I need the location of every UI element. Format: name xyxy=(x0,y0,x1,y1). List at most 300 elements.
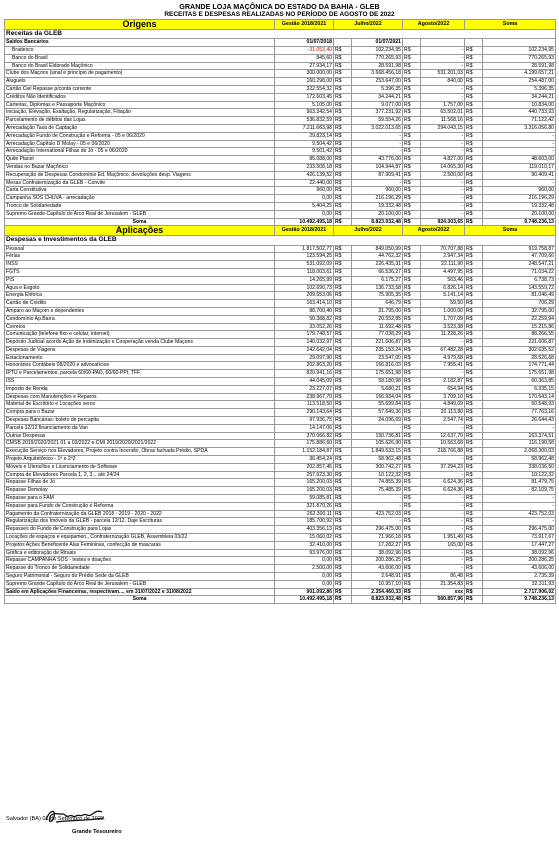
agosto-value: - xyxy=(421,510,465,518)
gestao-value: 29.097,90 xyxy=(275,354,334,362)
row-description: Carteiras, Diplomas e Passaporte Maçônico xyxy=(5,101,275,109)
row-description: Energia Elétrica xyxy=(5,292,275,300)
soma-value: 6.335,15 xyxy=(483,385,556,393)
currency-symbol: R$ xyxy=(465,487,483,495)
table-row xyxy=(5,549,556,557)
currency-symbol: R$ xyxy=(465,245,483,253)
currency-symbol: R$ xyxy=(465,440,483,448)
julho-value: 105.626,90 xyxy=(352,440,403,448)
gestao-value: 845,60 xyxy=(275,54,334,62)
soma-value: 338.036,50 xyxy=(483,463,556,471)
table-row xyxy=(5,557,556,565)
currency-symbol: R$ xyxy=(334,292,352,300)
currency-symbol: R$ xyxy=(403,526,421,534)
gestao-value: 9.504,42 xyxy=(275,140,334,148)
table-row xyxy=(5,385,556,393)
currency-symbol: R$ xyxy=(334,202,352,210)
row-description: Móveis e Utensílios e Licenciamento de Software xyxy=(5,463,275,471)
soma-value: 3.316.056,80 xyxy=(483,124,556,132)
gestao-value: 5.105,00 xyxy=(275,101,334,109)
row-description: Bradesco xyxy=(5,47,275,55)
soma-value: 77.763,16 xyxy=(483,409,556,417)
row-description: Repasse Demolay xyxy=(5,487,275,495)
signature xyxy=(42,805,112,827)
currency-symbol: R$ xyxy=(334,187,352,195)
currency-symbol: R$ xyxy=(334,101,352,109)
soma-value: - xyxy=(483,518,556,526)
agosto-value: 6.624,36 xyxy=(421,479,465,487)
origens-header-row xyxy=(5,20,556,30)
table-row xyxy=(5,432,556,440)
saldos-bancarios-row xyxy=(5,39,556,47)
currency-symbol: R$ xyxy=(403,417,421,425)
table-row xyxy=(5,401,556,409)
row-description: Repasse Filhas de Jó xyxy=(5,479,275,487)
gestao-value: 536.832,59 xyxy=(275,117,334,125)
currency-symbol: R$ xyxy=(403,315,421,323)
currency-symbol: R$ xyxy=(334,495,352,503)
currency-symbol: R$ xyxy=(465,292,483,300)
currency-symbol: R$ xyxy=(403,179,421,187)
row-description: Arrecadação Capítulo D´Molay - 05 e 06/2020 xyxy=(5,140,275,148)
currency-symbol: R$ xyxy=(334,148,352,156)
row-description: Supremo Grande Capítulo do Arco Real de Jerusalem - GLEB xyxy=(5,210,275,218)
gestao-value: 2.500,00 xyxy=(275,565,334,573)
table-row xyxy=(5,323,556,331)
gestao-value: 321.870,26 xyxy=(275,502,334,510)
currency-symbol: R$ xyxy=(403,323,421,331)
agosto-value: - xyxy=(421,456,465,464)
table-row xyxy=(5,346,556,354)
currency-symbol: R$ xyxy=(403,70,421,78)
currency-symbol: R$ xyxy=(334,346,352,354)
soma-value: - xyxy=(483,179,556,187)
agosto-value: - xyxy=(421,93,465,101)
julho-value: 5.396,35 xyxy=(352,85,403,93)
agosto-value: - xyxy=(421,557,465,565)
soma-value: 32.311,93 xyxy=(483,580,556,588)
currency-symbol: R$ xyxy=(403,218,421,226)
row-description: Soma xyxy=(5,218,275,226)
currency-symbol: R$ xyxy=(334,315,352,323)
soma-value: 175.651,98 xyxy=(483,370,556,378)
gestao-value: 179.748,57 xyxy=(275,331,334,339)
signature-role: Grande Tesoureiro xyxy=(72,829,122,835)
julho-value: 8.823.932,48 xyxy=(352,596,403,604)
currency-symbol: R$ xyxy=(403,163,421,171)
agosto-value: 70.707,88 xyxy=(421,245,465,253)
soma-value: 919.758,87 xyxy=(483,245,556,253)
julho-value: 235.153,24 xyxy=(352,346,403,354)
table-row xyxy=(5,417,556,425)
soma-value: 170.643,14 xyxy=(483,393,556,401)
julho-value: - xyxy=(352,495,403,503)
currency-symbol: R$ xyxy=(334,253,352,261)
soma-value: 9.748.236,13 xyxy=(483,218,556,226)
gestao-value: 175.886,60 xyxy=(275,440,334,448)
currency-symbol: R$ xyxy=(334,163,352,171)
agosto-value: - xyxy=(421,370,465,378)
agosto-value: 4.497,95 xyxy=(421,268,465,276)
julho-value: 55.699,84 xyxy=(352,401,403,409)
col-julho-header: Julho/2022 xyxy=(334,20,403,30)
soma-value: 440.733,93 xyxy=(483,109,556,117)
currency-symbol: R$ xyxy=(465,417,483,425)
col-soma-header: Soma xyxy=(465,20,556,30)
currency-symbol: R$ xyxy=(403,565,421,573)
currency-symbol: R$ xyxy=(334,156,352,164)
gestao-value: 963.342,54 xyxy=(275,109,334,117)
table-row xyxy=(5,495,556,503)
gestao-value: 403.356,13 xyxy=(275,526,334,534)
currency-symbol: R$ xyxy=(465,93,483,101)
currency-symbol: R$ xyxy=(334,370,352,378)
table-row xyxy=(5,300,556,308)
report-subtitle: RECEITAS E DESPESAS REALIZADAS NO PERÍODO DE AGOSTO DE 2022 xyxy=(164,11,395,18)
currency-symbol: R$ xyxy=(334,179,352,187)
gestao-value: 14.265,99 xyxy=(275,276,334,284)
agosto-value: 86,48 xyxy=(421,573,465,581)
julho-value: 646,79 xyxy=(352,300,403,308)
currency-symbol: R$ xyxy=(403,409,421,417)
table-row xyxy=(5,307,556,315)
agosto-value: - xyxy=(421,85,465,93)
currency-symbol: R$ xyxy=(465,163,483,171)
gestao-value: 29.823,14 xyxy=(275,132,334,140)
table-row xyxy=(5,284,556,292)
row-description: Despesas Bancárias: boleto de percapita xyxy=(5,417,275,425)
gestao-value: 10.492.495,18 xyxy=(275,218,334,226)
table-row xyxy=(5,448,556,456)
agosto-value: - xyxy=(421,47,465,55)
soma-value: 90.409,41 xyxy=(483,171,556,179)
agosto-value: 11.568,16 xyxy=(421,117,465,125)
aplicacoes-header xyxy=(5,226,556,245)
currency-symbol: R$ xyxy=(403,573,421,581)
currency-symbol: R$ xyxy=(465,307,483,315)
currency-symbol: R$ xyxy=(334,140,352,148)
soma-value: 174.771,44 xyxy=(483,362,556,370)
currency-symbol: R$ xyxy=(403,124,421,132)
soma-value: - xyxy=(483,495,556,503)
table-row xyxy=(5,78,556,86)
currency-symbol: R$ xyxy=(334,284,352,292)
currency-symbol: R$ xyxy=(403,393,421,401)
currency-symbol: R$ xyxy=(465,156,483,164)
row-description: Gráfica e editoração de Rituais xyxy=(5,549,275,557)
currency-symbol: R$ xyxy=(334,409,352,417)
table-row xyxy=(5,354,556,362)
julho-value: 221.606,87 xyxy=(352,339,403,347)
gestao-value: 93.976,00 xyxy=(275,549,334,557)
agosto-value: 3.523,38 xyxy=(421,323,465,331)
row-description: Arrecadação Taxa de Captação xyxy=(5,124,275,132)
aplicacoes-totals xyxy=(5,588,556,604)
agosto-value: - xyxy=(421,518,465,526)
table-row xyxy=(5,171,556,179)
currency-symbol: R$ xyxy=(403,557,421,565)
julho-value: 74.855,39 xyxy=(352,479,403,487)
julho-value: 1.849.533,15 xyxy=(352,448,403,456)
soma-value: 48.603,00 xyxy=(483,156,556,164)
julho-value: 216.196,29 xyxy=(352,195,403,203)
agosto-value: 2.947,34 xyxy=(421,253,465,261)
table-row xyxy=(5,253,556,261)
currency-symbol: R$ xyxy=(334,218,352,226)
currency-symbol: R$ xyxy=(403,202,421,210)
table-row xyxy=(5,510,556,518)
row-description: Execução Serviço nos Elevadores, Projeto contra Incendio, Obras fachada Prédio, SPDA xyxy=(5,448,275,456)
agosto-value: - xyxy=(421,132,465,140)
soma-value: 28.526,68 xyxy=(483,354,556,362)
aplicacoes-header-row xyxy=(5,226,556,236)
julho-value: 104.944,87 xyxy=(352,163,403,171)
agosto-value: 218.766,88 xyxy=(421,448,465,456)
agosto-value: 37.294,23 xyxy=(421,463,465,471)
saldos-date-julho: 01/07/2021 xyxy=(352,39,403,47)
agosto-value: 4.979,68 xyxy=(421,354,465,362)
agosto-value: 2.547,74 xyxy=(421,417,465,425)
gestao-value: 10.492.495,18 xyxy=(275,596,334,604)
soma-value: 5.396,35 xyxy=(483,85,556,93)
agosto-value: - xyxy=(421,202,465,210)
currency-symbol: R$ xyxy=(465,510,483,518)
currency-symbol: R$ xyxy=(334,424,352,432)
currency-symbol: R$ xyxy=(334,124,352,132)
row-description: Aluguéis xyxy=(5,78,275,86)
currency-symbol: R$ xyxy=(465,331,483,339)
table-row xyxy=(5,261,556,269)
julho-value: 34.244,21 xyxy=(352,93,403,101)
gestao-value: 59.085,81 xyxy=(275,495,334,503)
julho-value: 423.752,03 xyxy=(352,510,403,518)
currency-symbol: R$ xyxy=(465,346,483,354)
julho-value: 10.957,10 xyxy=(352,580,403,588)
currency-symbol: R$ xyxy=(465,187,483,195)
gestao-value: 160.298,00 xyxy=(275,78,334,86)
row-description: Banco do Brasil Eldorado Maçônico xyxy=(5,62,275,70)
currency-symbol: R$ xyxy=(403,346,421,354)
gestao-value: 32.410,00 xyxy=(275,541,334,549)
table-row xyxy=(5,331,556,339)
table-row xyxy=(5,370,556,378)
currency-symbol: R$ xyxy=(403,448,421,456)
gestao-value: 123.594,25 xyxy=(275,253,334,261)
currency-symbol: R$ xyxy=(465,140,483,148)
agosto-value: 6.826,14 xyxy=(421,284,465,292)
table-row xyxy=(5,70,556,78)
currency-symbol: R$ xyxy=(334,534,352,542)
row-description: Depósito Judicial acordo Ação de Indenização e Cooperação venda Clube Maçons xyxy=(5,339,275,347)
row-description: Honorários Contábeis 08/2020 e advocatícios xyxy=(5,362,275,370)
agosto-value: 294.043,15 xyxy=(421,124,465,132)
gestao-value: 0,00 xyxy=(275,580,334,588)
agosto-value: 2.500,00 xyxy=(421,171,465,179)
gestao-value: 165.200,03 xyxy=(275,479,334,487)
agosto-value: 67.482,28 xyxy=(421,346,465,354)
julho-value: 136.733,58 xyxy=(352,284,403,292)
agosto-value: - xyxy=(421,195,465,203)
currency-symbol: R$ xyxy=(403,307,421,315)
table-row xyxy=(5,195,556,203)
soma-value: 6.738,73 xyxy=(483,276,556,284)
soma-value: 221.606,87 xyxy=(483,339,556,347)
row-description: INSS xyxy=(5,261,275,269)
row-description: Cartão Ciel Repasse p/conta corrente xyxy=(5,85,275,93)
currency-symbol: R$ xyxy=(403,156,421,164)
aplicacoes-heading: Aplicações xyxy=(5,226,275,236)
soma-value: 22.259,94 xyxy=(483,315,556,323)
currency-symbol: R$ xyxy=(334,526,352,534)
gestao-value: 426.139,52 xyxy=(275,171,334,179)
currency-symbol: R$ xyxy=(403,148,421,156)
agosto-value: 654,94 xyxy=(421,385,465,393)
julho-value: 20.552,85 xyxy=(352,315,403,323)
row-description: PIS xyxy=(5,276,275,284)
gestao-value: 22.440,00 xyxy=(275,179,334,187)
currency-symbol: R$ xyxy=(403,132,421,140)
row-description: Material de Escritório e Locações xerox xyxy=(5,401,275,409)
julho-value: 59.554,26 xyxy=(352,117,403,125)
col-agosto-header: Agosto/2022 xyxy=(403,20,465,30)
currency-symbol: R$ xyxy=(403,276,421,284)
julho-value: 200.286,25 xyxy=(352,557,403,565)
currency-symbol: R$ xyxy=(403,541,421,549)
currency-symbol: R$ xyxy=(334,307,352,315)
julho-value: 102.234,95 xyxy=(352,47,403,55)
currency-symbol: R$ xyxy=(334,195,352,203)
julho-value: 3.668.456,18 xyxy=(352,70,403,78)
table-row xyxy=(5,541,556,549)
currency-symbol: R$ xyxy=(465,573,483,581)
currency-symbol: R$ xyxy=(465,132,483,140)
despesas-section-title: Despesas e Investimentos da GLEB xyxy=(5,236,556,245)
soma-value: 2.717.906,02 xyxy=(483,588,556,596)
currency-symbol: R$ xyxy=(465,456,483,464)
agosto-value: - xyxy=(421,565,465,573)
currency-symbol: R$ xyxy=(465,171,483,179)
gestao-value: 85.088,00 xyxy=(275,156,334,164)
currency-symbol: R$ xyxy=(334,541,352,549)
julho-value: - xyxy=(352,518,403,526)
currency-symbol: R$ xyxy=(403,47,421,55)
agosto-value: 2.182,87 xyxy=(421,378,465,386)
currency-symbol: R$ xyxy=(465,354,483,362)
currency-symbol: R$ xyxy=(465,588,483,596)
gestao-value: 290.143,64 xyxy=(275,409,334,417)
gestao-value: 113.518,50 xyxy=(275,401,334,409)
table-row xyxy=(5,596,556,604)
col-julho-header: Julho/2022 xyxy=(334,226,403,236)
gestao-value: 257.623,30 xyxy=(275,471,334,479)
currency-symbol: R$ xyxy=(334,565,352,573)
currency-symbol: R$ xyxy=(465,62,483,70)
table-row xyxy=(5,148,556,156)
agosto-value: 165,00 xyxy=(421,541,465,549)
agosto-value: - xyxy=(421,54,465,62)
currency-symbol: R$ xyxy=(465,534,483,542)
julho-value: 24.096,69 xyxy=(352,417,403,425)
agosto-value: - xyxy=(421,549,465,557)
currency-symbol: R$ xyxy=(465,109,483,117)
currency-symbol: R$ xyxy=(334,109,352,117)
table-row xyxy=(5,378,556,386)
col-agosto-header: Agosto/2022 xyxy=(403,226,465,236)
gestao-value: 27.934,17 xyxy=(275,62,334,70)
agosto-value: 531.201,03 xyxy=(421,70,465,78)
gestao-value: 262.300,11 xyxy=(275,510,334,518)
currency-symbol: R$ xyxy=(334,354,352,362)
origens-section xyxy=(5,20,556,219)
currency-symbol: R$ xyxy=(465,210,483,218)
soma-value: 71.122,42 xyxy=(483,117,556,125)
table-row xyxy=(5,588,556,596)
currency-symbol: R$ xyxy=(465,393,483,401)
agosto-value: 840,00 xyxy=(421,78,465,86)
gestao-value: 300.000,00 xyxy=(275,70,334,78)
currency-symbol: R$ xyxy=(403,300,421,308)
row-description: Repasse CAMPANHA SOS - testes e doações xyxy=(5,557,275,565)
julho-value: 377.231,92 xyxy=(352,109,403,117)
agosto-value: 4.849,09 xyxy=(421,401,465,409)
julho-value: - xyxy=(352,424,403,432)
origens-heading: Origens xyxy=(5,20,275,30)
table-row xyxy=(5,124,556,132)
row-description: Despesas com Manutenções e Reparos xyxy=(5,393,275,401)
soma-value: 2.735,39 xyxy=(483,573,556,581)
agosto-value: - xyxy=(421,502,465,510)
row-description: Soma xyxy=(5,596,275,604)
table-row xyxy=(5,580,556,588)
currency-symbol: R$ xyxy=(403,253,421,261)
gestao-value: -31.053,40 xyxy=(275,47,334,55)
currency-symbol: R$ xyxy=(465,518,483,526)
currency-symbol: R$ xyxy=(403,245,421,253)
gestao-value: 50.388,82 xyxy=(275,315,334,323)
julho-value: 20.100,00 xyxy=(352,210,403,218)
table-row xyxy=(5,463,556,471)
agosto-value: - xyxy=(421,179,465,187)
soma-value: 34.244,21 xyxy=(483,93,556,101)
gestao-value: 7.211.663,98 xyxy=(275,124,334,132)
julho-value: 23.547,00 xyxy=(352,354,403,362)
table-row xyxy=(5,456,556,464)
currency-symbol: R$ xyxy=(403,78,421,86)
report-title: GRANDE LOJA MAÇÔNICA DO ESTADO DA BAHIA - GLEB xyxy=(179,2,380,11)
saldos-date-gestao: 01/07/2018 xyxy=(275,39,334,47)
currency-symbol: R$ xyxy=(403,471,421,479)
row-description: FGTS xyxy=(5,268,275,276)
currency-symbol: R$ xyxy=(403,463,421,471)
soma-value: 81.046,49 xyxy=(483,292,556,300)
currency-symbol: R$ xyxy=(334,47,352,55)
currency-symbol: R$ xyxy=(334,487,352,495)
row-description: Supremo Grande Capítulo do Arco Real de Jerusalem - GLEB xyxy=(5,580,275,588)
currency-symbol: R$ xyxy=(465,557,483,565)
soma-value: 10.834,00 xyxy=(483,101,556,109)
row-description: Mesas Confraternização da GLEB - Convite xyxy=(5,179,275,187)
currency-symbol: R$ xyxy=(465,409,483,417)
currency-symbol: R$ xyxy=(403,331,421,339)
soma-value: 4.199.657,21 xyxy=(483,70,556,78)
table-row xyxy=(5,210,556,218)
saldos-label: Saldos Bancários xyxy=(5,39,275,47)
julho-value: 150.736,81 xyxy=(352,432,403,440)
agosto-value: - xyxy=(421,495,465,503)
currency-symbol: R$ xyxy=(334,440,352,448)
currency-symbol: R$ xyxy=(334,210,352,218)
currency-symbol: R$ xyxy=(403,424,421,432)
